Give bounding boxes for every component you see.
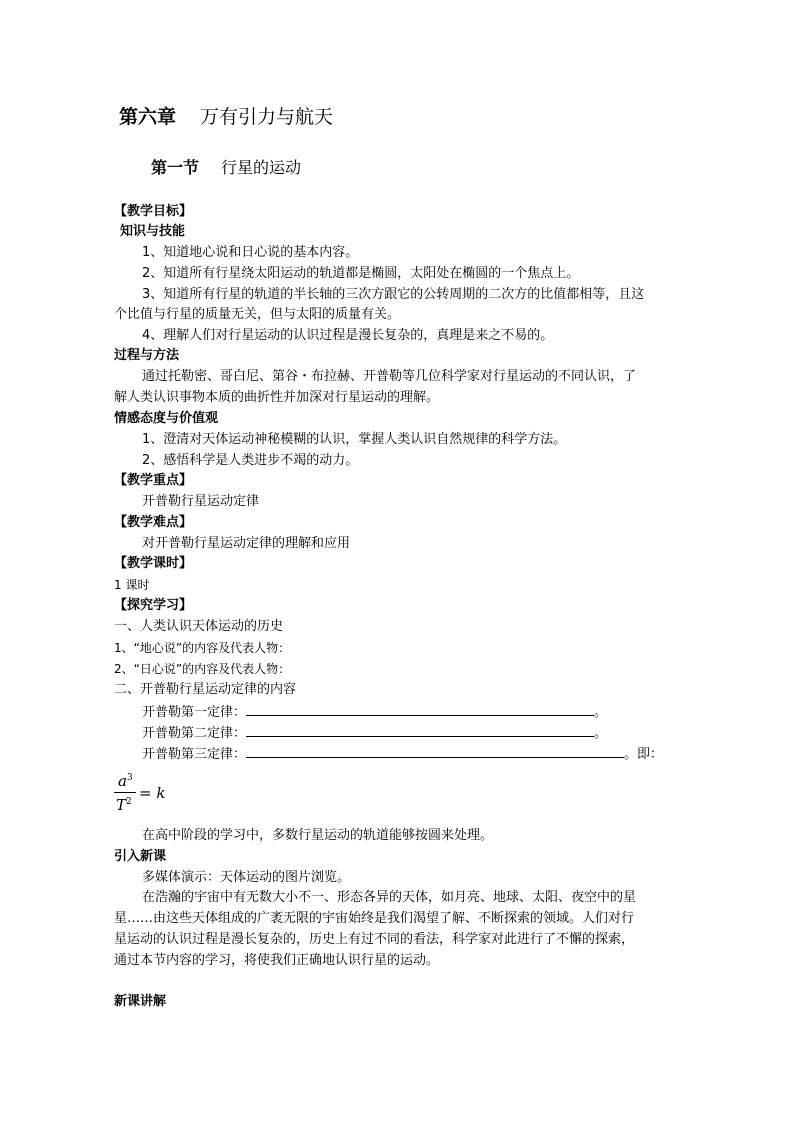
inquiry-header: 【探究学习】 (114, 598, 193, 613)
kepler-second-law (142, 722, 607, 744)
key-point-header: 【教学重点】 (114, 473, 193, 488)
knowledge-item: 2、知道所有行星绕太阳运动的轨道都是椭圆，太阳处在椭圆的一个焦点上。 (142, 266, 580, 281)
law-label: 开普勒第二定律： (142, 726, 247, 741)
section-number: 第一节 (151, 158, 200, 177)
inquiry-part-two: 二、开普勒行星运动定律的内容 (114, 682, 297, 697)
fraction-bar (114, 792, 136, 793)
difficulty-header: 【教学难点】 (114, 515, 193, 530)
knowledge-item: 个比值与行星的质量无关，但与太阳的质量有关。 (114, 307, 401, 322)
intro-header: 引入新课 (114, 849, 167, 864)
intro-demo: 多媒体演示：天体运动的图片浏览。 (142, 870, 351, 885)
hours-text: 1 课时 (114, 578, 150, 592)
law-label: 开普勒第一定律： (142, 705, 247, 720)
inquiry-note: 在高中阶段的学习中，多数行星运动的轨道能够按圆来处理。 (142, 828, 494, 843)
knowledge-header: 知识与技能 (120, 224, 186, 239)
chapter-number: 第六章 (119, 106, 177, 128)
chapter-title (119, 104, 333, 130)
section-title (151, 157, 301, 179)
process-line: 解人类认识事物本质的曲折性并加深对行星运动的理解。 (114, 390, 440, 405)
intro-paragraph-line: 星……由这些天体组成的广袤无限的宇宙始终是我们渴望了解、不断探索的领域。人们对行 (114, 911, 635, 926)
answer-blank[interactable] (246, 743, 624, 758)
inquiry-question-heliocentric: 2、“日心说”的内容及代表人物： (114, 662, 291, 676)
hours-header: 【教学课时】 (114, 556, 193, 571)
emotion-item: 2、感悟科学是人类进步不竭的动力。 (142, 453, 359, 468)
knowledge-item: 3、知道所有行星的轨道的半长轴的三次方跟它的公转周期的二次方的比值都相等，且这 (142, 287, 645, 302)
inquiry-question-geocentric: 1、“地心说”的内容及代表人物： (114, 641, 291, 655)
process-line: 通过托勒密、哥白尼、第谷・布拉赫、开普勒等几位科学家对行星运动的不同认识，了 (142, 369, 637, 384)
law-tail: 。即： (624, 747, 664, 762)
difficulty-text: 对开普勒行星运动定律的理解和应用 (142, 536, 351, 551)
emotion-header: 情感态度与价值观 (114, 411, 219, 426)
intro-paragraph-line: 在浩瀚的宇宙中有无数大小不一、形态各异的天体，如月亮、地球、太阳、夜空中的星 (142, 890, 637, 905)
process-header: 过程与方法 (114, 348, 180, 363)
key-point-text: 开普勒行星运动定律 (142, 494, 260, 509)
new-lesson-header: 新课讲解 (114, 994, 167, 1009)
intro-paragraph-line: 通过本节内容的学习，将使我们正确地认识行星的运动。 (114, 953, 440, 968)
answer-blank[interactable] (246, 701, 594, 716)
chapter-name: 万有引力与航天 (200, 106, 334, 128)
objectives-header: 【教学目标】 (114, 204, 193, 219)
kepler-formula (114, 772, 174, 816)
formula-rhs: = k (139, 784, 166, 802)
section-name: 行星的运动 (221, 158, 302, 177)
period: 。 (594, 705, 608, 720)
inquiry-part-one: 一、人类认识天体运动的历史 (114, 619, 284, 634)
formula-numerator: $a^3$ (118, 772, 133, 790)
knowledge-item: 4、理解人们对行星运动的认识过程是漫长复杂的，真理是来之不易的。 (142, 328, 554, 343)
period: 。 (594, 726, 608, 741)
answer-blank[interactable] (246, 722, 594, 737)
intro-paragraph-line: 星运动的认识过程是漫长复杂的，历史上有过不同的看法，科学家对此进行了不懈的探索， (114, 932, 635, 947)
formula-denominator: $T^2$ (116, 796, 132, 814)
law-label: 开普勒第三定律： (142, 747, 247, 762)
emotion-item: 1、澄清对天体运动神秘模糊的认识，掌握人类认识自然规律的科学方法。 (142, 432, 567, 447)
knowledge-item: 1、知道地心说和日心说的基本内容。 (142, 245, 359, 260)
kepler-first-law (142, 701, 607, 723)
kepler-third-law (142, 743, 663, 765)
